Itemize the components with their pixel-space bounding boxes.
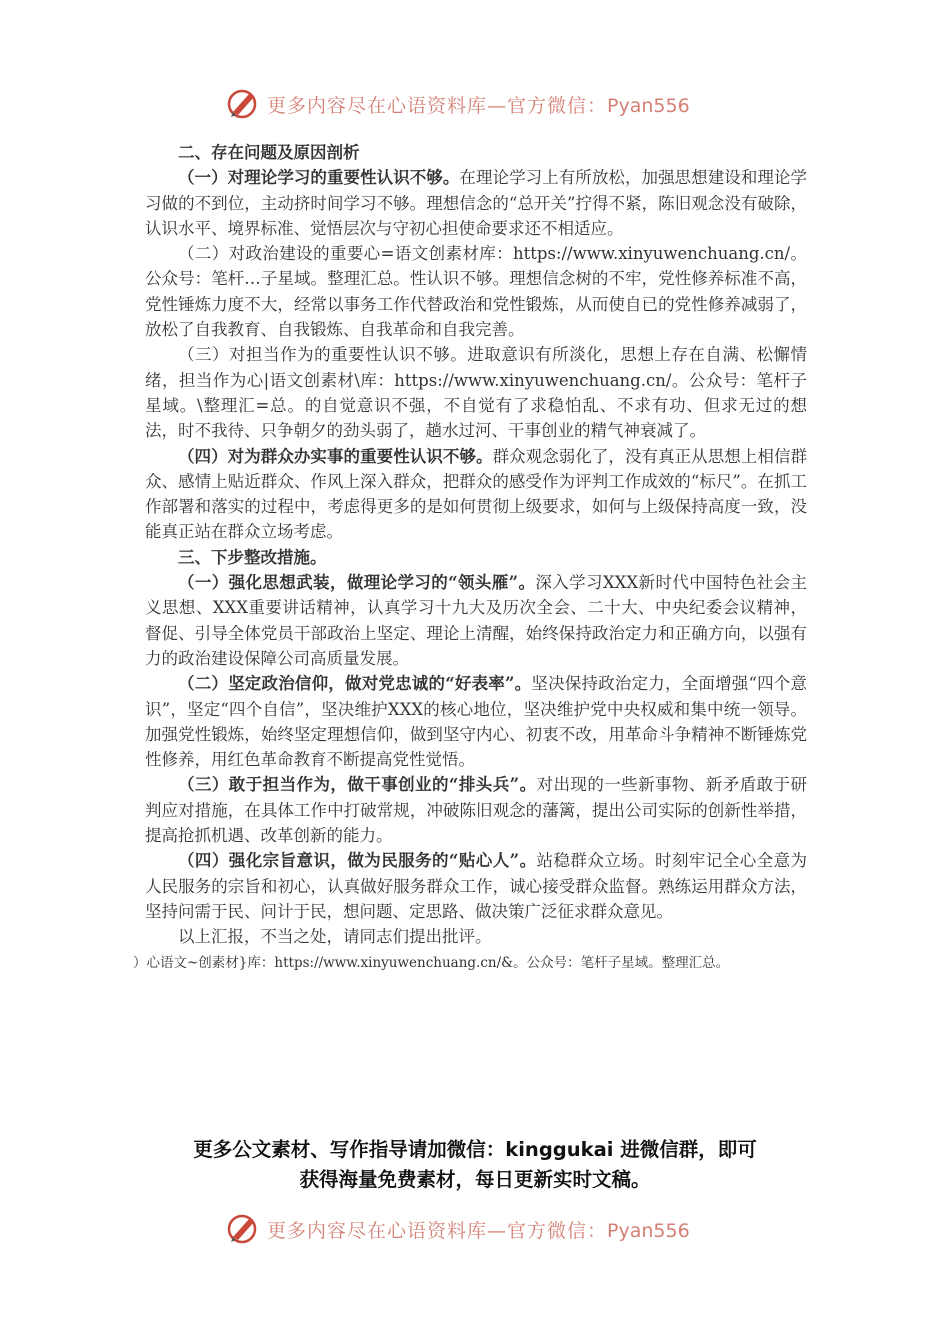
- logo-pen-icon: [225, 86, 261, 122]
- paragraph: （二）对政治建设的重要心=语文创素材库：https://www.xinyuwenchuang.cn/。公众号：笔杆…子星域。整理汇总。性认识不够。理想信念树的不牢，党性修养标准不高，党性锤炼力度不大，经常以事务工作代替政治和党性锻炼，从而使自已的党性修养减弱了，放松了自我教育、自我锻炼、自我革命和自我完善。: [145, 244, 807, 340]
- paragraph-lead: （一）对理论学习的重要性认识不够。: [178, 168, 460, 188]
- measure-lead: （二）坚定政治信仰，做对党忠诚的“好表率”。: [178, 674, 532, 694]
- logo-pen-icon: [225, 1211, 261, 1247]
- paragraph: （三）对担当作为的重要性认识不够。进取意识有所淡化，思想上存在自满、松懈情绪，担当作为心|语文创素材\库：https://www.xinyuwenchuang.cn/。公众号：笔杆子星域。\整理汇=总。的自觉意识不强，不自觉有了求稳怕乱、不求有功、但求无过的想法，时不我待、只争朝夕的劲头弱了，趟水过河、干事创业的精气神衰减了。: [145, 345, 807, 441]
- banner-wechat-id: Pyan556: [607, 1219, 690, 1242]
- header-banner: [0, 84, 950, 124]
- paragraph-lead: （四）对为群众办实事的重要性认识不够。: [178, 446, 493, 466]
- paragraph: [145, 165, 807, 241]
- measure-lead: （一）强化思想武装，做理论学习的“领头雁”。: [178, 573, 536, 593]
- paragraph-body: 在理论学习上有所放松，加强思想建设和理论学习做的不到位，主动挤时间学习不够。理想信念的“总开关”拧得不紧，陈旧观念没有破除，认识水平、境界标准、觉悟层次与守初心担使命要求还不相适应。: [145, 168, 808, 238]
- measure-item: [145, 848, 807, 924]
- document-body: [133, 140, 808, 976]
- measure-item: [145, 772, 807, 848]
- footer-banner: [0, 1209, 950, 1249]
- banner-text: [267, 1216, 690, 1243]
- section-2-heading: 二、存在问题及原因剖析: [178, 143, 360, 162]
- banner-label: 更多内容尽在心语资料库—官方微信：: [267, 94, 608, 117]
- promo-line-1: 更多公文素材、写作指导请加微信：kinggukai 进微信群，即可: [193, 1138, 757, 1161]
- promo-block: [0, 1135, 950, 1195]
- paragraph-body: 群众观念弱化了，没有真正从思想上相信群众、感情上贴近群众、作风上深入群众，把群众的感受作为评判工作成效的“标尺”。在抓工作部署和落实的过程中，考虑得更多的是如何贯彻上级要求，如何与上级保持高度一致，没能真正站在群众立场考虑。: [145, 446, 808, 542]
- measure-lead: （四）强化宗旨意识，做为民服务的“贴心人”。: [178, 851, 537, 871]
- measure-body: 深入学习XXX新时代中国特色社会主义思想、XXX重要讲话精神，认真学习十九大及历次全会、二十大、中央纪委会议精神，督促、引导全体党员干部政治上坚定、理论上清醒，始终保持政治定力和正确方向，以强有力的政治建设保障公司高质量发展。: [145, 573, 807, 668]
- section-3-heading: 三、下步整改措施。: [178, 547, 327, 567]
- measure-body: 对出现的一些新事物、新矛盾敢于研判应对措施，在具体工作中打破常规，冲破陈旧观念的藩篱，提出公司实际的创新性举措，提高抢抓机遇、改革创新的能力。: [145, 775, 808, 846]
- measure-lead: （三）敢于担当作为，做干事创业的“排头兵”。: [178, 775, 537, 795]
- banner-text: [267, 91, 690, 118]
- banner-label: 更多内容尽在心语资料库—官方微信：: [267, 1219, 608, 1242]
- closing-line: 以上汇报，不当之处，请同志们提出批评。: [178, 927, 492, 947]
- measure-item: [145, 671, 807, 772]
- measure-body: 站稳群众立场。时刻牢记全心全意为人民服务的宗旨和初心，认真做好服务群众工作，诚心接受群众监督。熟练运用群众方法，坚持问需于民、问计于民，想问题、定思路、做决策广泛征求群众意见。: [145, 851, 808, 921]
- promo-line-2: 获得海量免费素材，每日更新实时文稿。: [299, 1168, 651, 1191]
- banner-wechat-id: Pyan556: [607, 94, 690, 117]
- paragraph: [145, 444, 807, 545]
- measure-body: 坚决保持政治定力，全面增强“四个意识”，坚定“四个自信”，坚决维护XXX的核心地位，坚决维护党中央权威和集中统一领导。加强党性锻炼，始终坚定理想信仰，做到坚守内心、初衷不改，用革命斗争精神不断锤炼党性修养，用红色革命教育不断提高党性觉悟。: [145, 674, 808, 770]
- measure-item: [145, 570, 807, 671]
- source-note: ）心语文~创素材}库：https://www.xinyuwenchuang.cn/&。公众号：笔杆子星域。整理汇总。: [133, 954, 730, 971]
